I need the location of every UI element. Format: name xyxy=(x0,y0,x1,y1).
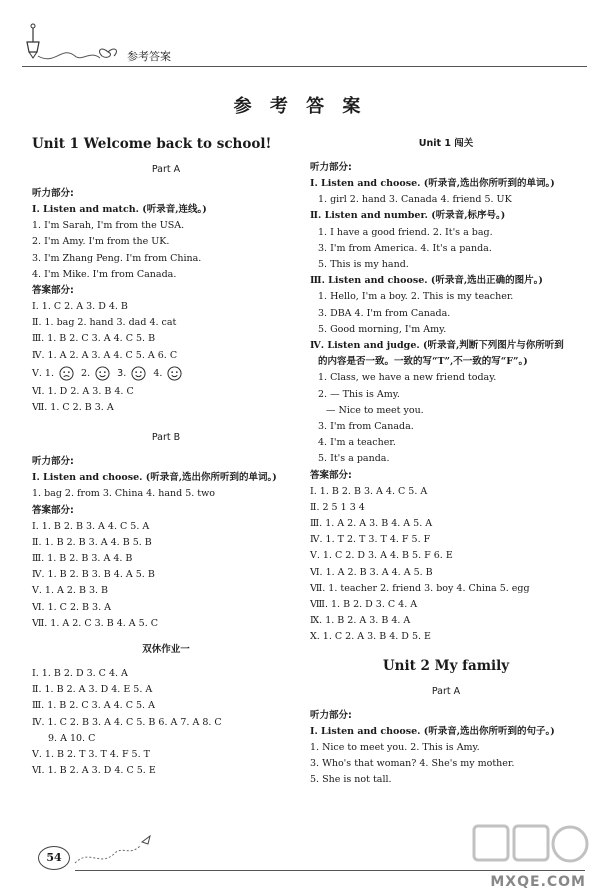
part-b-heading: Part B xyxy=(151,432,181,444)
script-line: 5. She is not tall. xyxy=(310,774,392,786)
answer-line: Ⅳ. 1. A 2. A 3. A 4. C 5. A 6. C xyxy=(32,349,178,361)
page-number: 54 xyxy=(38,846,70,870)
unit2-title: Unit 2 My family xyxy=(382,657,510,674)
script-line: 4. I'm a teacher. xyxy=(318,437,396,449)
answer-line-faces: Ⅴ. 1. 2. 3. 4. xyxy=(32,364,300,384)
listening-label: 听力部分: xyxy=(32,456,74,468)
script-line: 3. I'm from Canada. xyxy=(318,421,414,433)
answer-line: Ⅲ. 1. B 2. B 3. A 4. B xyxy=(32,553,133,565)
answer-line: Ⅷ. 1. B 2. D 3. C 4. A xyxy=(310,599,418,611)
answer-line: Ⅲ. 1. B 2. C 3. A 4. C 5. B xyxy=(32,333,156,345)
answer-line: Ⅹ. 1. C 2. A 3. B 4. D 5. E xyxy=(310,631,431,643)
smile-face-icon xyxy=(167,366,182,381)
answer-line: Ⅵ. 1. A 2. B 3. A 4. A 5. B xyxy=(310,566,433,578)
script-line: 1. Hello, I'm a boy. 2. This is my teacher. xyxy=(318,291,514,303)
answer-line: Ⅸ. 1. B 2. A 3. B 4. A xyxy=(310,615,411,627)
answer-line: Ⅴ. 1. B 2. T 3. T 4. F 5. T xyxy=(32,749,150,761)
lantern-swirl-decoration-icon xyxy=(0,0,125,70)
answer-line: Ⅰ. 1. B 2. B 3. A 4. C 5. A xyxy=(32,520,150,532)
script-line: 3. I'm from America. 4. It's a panda. xyxy=(318,242,492,254)
section-title: Ⅳ. Listen and judge. (听录音,判断下列图片与你所听到 xyxy=(310,340,564,352)
script-line: 1. I'm Sarah, I'm from the USA. xyxy=(32,220,185,232)
script-line: 5. Good morning, I'm Amy. xyxy=(318,323,447,335)
answer-line: Ⅶ. 1. C 2. B 3. A xyxy=(32,402,114,414)
face-prefix: Ⅴ. 1. xyxy=(32,367,54,379)
section-title: Ⅰ. Listen and match. (听录音,连线。) xyxy=(32,204,207,215)
answer-line: Ⅲ. 1. A 2. A 3. B 4. A 5. A xyxy=(310,518,433,530)
answer-line: Ⅳ. 1. T 2. T 3. T 4. F 5. F xyxy=(310,534,431,546)
smile-face-icon xyxy=(131,366,146,381)
script-line: 5. This is my hand. xyxy=(318,259,409,271)
answer-line: Ⅴ. 1. A 2. B 3. B xyxy=(32,585,109,597)
answer-line: Ⅱ. 1. bag 2. hand 3. dad 4. cat xyxy=(32,317,177,329)
answer-line: Ⅰ. 1. B 2. B 3. A 4. C 5. A xyxy=(310,485,428,497)
answers-label: 答案部分: xyxy=(32,285,74,297)
right-column xyxy=(310,130,582,789)
answer-line: Ⅲ. 1. B 2. C 3. A 4. C 5. A xyxy=(32,700,155,712)
unit2-part-a-heading: Part A xyxy=(431,685,461,697)
answer-line: Ⅳ. 1. C 2. B 3. A 4. C 5. B 6. A 7. A 8. C xyxy=(32,716,222,728)
listening-label: 听力部分: xyxy=(310,709,352,721)
answers-label: 答案部分: xyxy=(32,504,74,516)
face-number: 2. xyxy=(81,367,91,379)
weekend-homework-heading: 双休作业一 xyxy=(142,644,190,656)
answer-line: Ⅱ. 2 5 1 3 4 xyxy=(310,501,365,513)
section-title: Ⅱ. Listen and number. (听录音,标序号。) xyxy=(310,210,506,222)
answer-line: Ⅵ. 1. D 2. A 3. B 4. C xyxy=(32,385,134,397)
unit1-checkpoint-title: Unit 1 闯关 xyxy=(418,138,474,149)
header-rule xyxy=(22,66,587,67)
left-column xyxy=(32,130,300,779)
answer-line: Ⅱ. 1. B 2. A 3. D 4. E 5. A xyxy=(32,684,153,696)
listening-label: 听力部分: xyxy=(310,162,352,173)
script-line: 4. I'm Mike. I'm from Canada. xyxy=(32,268,177,280)
page-header xyxy=(0,0,600,70)
script-line: 3. DBA 4. I'm from Canada. xyxy=(318,307,451,319)
answer-line: Ⅵ. 1. C 2. B 3. A xyxy=(32,601,111,613)
answer-line: Ⅰ. 1. B 2. D 3. C 4. A xyxy=(32,668,128,680)
answer-line: Ⅱ. 1. B 2. B 3. A 4. B 5. B xyxy=(32,536,152,548)
swirl-butterfly-decoration-icon xyxy=(70,828,160,868)
section-title: Ⅲ. Listen and choose. (听录音,选出正确的图片。) xyxy=(310,275,543,287)
sad-face-icon xyxy=(59,366,74,381)
section-title: Ⅰ. Listen and choose. (听录音,选出你所听到的句子。) xyxy=(310,725,555,737)
smile-face-icon xyxy=(95,366,110,381)
script-line: — Nice to meet you. xyxy=(326,404,424,416)
unit1-title: Unit 1 Welcome back to school! xyxy=(32,136,272,152)
listening-label: 听力部分: xyxy=(32,188,74,199)
section-title: Ⅰ. Listen and choose. (听录音,选出你所听到的单词。) xyxy=(32,472,277,484)
face-number: 4. xyxy=(153,367,163,379)
script-line: 1. bag 2. from 3. China 4. hand 5. two xyxy=(32,488,215,500)
answer-line: Ⅴ. 1. C 2. D 3. A 4. B 5. F 6. E xyxy=(310,550,453,562)
answer-line: Ⅶ. 1. A 2. C 3. B 4. A 5. C xyxy=(32,617,159,629)
part-a-heading: Part A xyxy=(151,164,181,175)
script-line: 5. It's a panda. xyxy=(318,453,390,465)
section-title: Ⅰ. Listen and choose. (听录音,选出你所听到的单词。) xyxy=(310,178,555,189)
section-title-cont: 的内容是否一致。一致的写“T”,不一致的写“F”。) xyxy=(318,356,528,368)
answer-line: Ⅳ. 1. B 2. B 3. B 4. A 5. B xyxy=(32,569,155,581)
script-line: 2. — This is Amy. xyxy=(318,388,400,400)
answer-line: Ⅵ. 1. B 2. A 3. D 4. C 5. E xyxy=(32,765,156,777)
script-line: 2. I'm Amy. I'm from the UK. xyxy=(32,236,170,248)
script-line: 1. Class, we have a new friend today. xyxy=(318,372,497,384)
script-line: 3. Who's that woman? 4. She's my mother. xyxy=(310,758,515,770)
answer-line: 9. A 10. C xyxy=(48,732,96,744)
answers-label: 答案部分: xyxy=(310,469,352,481)
script-line: 1. girl 2. hand 3. Canada 4. friend 5. UK xyxy=(318,194,512,206)
page-title: 参 考 答 案 xyxy=(233,96,367,117)
script-line: 1. I have a good friend. 2. It's a bag. xyxy=(318,226,493,238)
answer-line: Ⅰ. 1. C 2. A 3. D 4. B xyxy=(32,301,128,313)
watermark-text: MXQE.COM xyxy=(490,874,586,890)
header-label: 参考答案 xyxy=(127,50,171,63)
script-line: 1. Nice to meet you. 2. This is Amy. xyxy=(310,741,480,753)
answer-line: Ⅶ. 1. teacher 2. friend 3. boy 4. China 5. egg xyxy=(310,582,530,594)
script-line: 3. I'm Zhang Peng. I'm from China. xyxy=(32,252,202,264)
